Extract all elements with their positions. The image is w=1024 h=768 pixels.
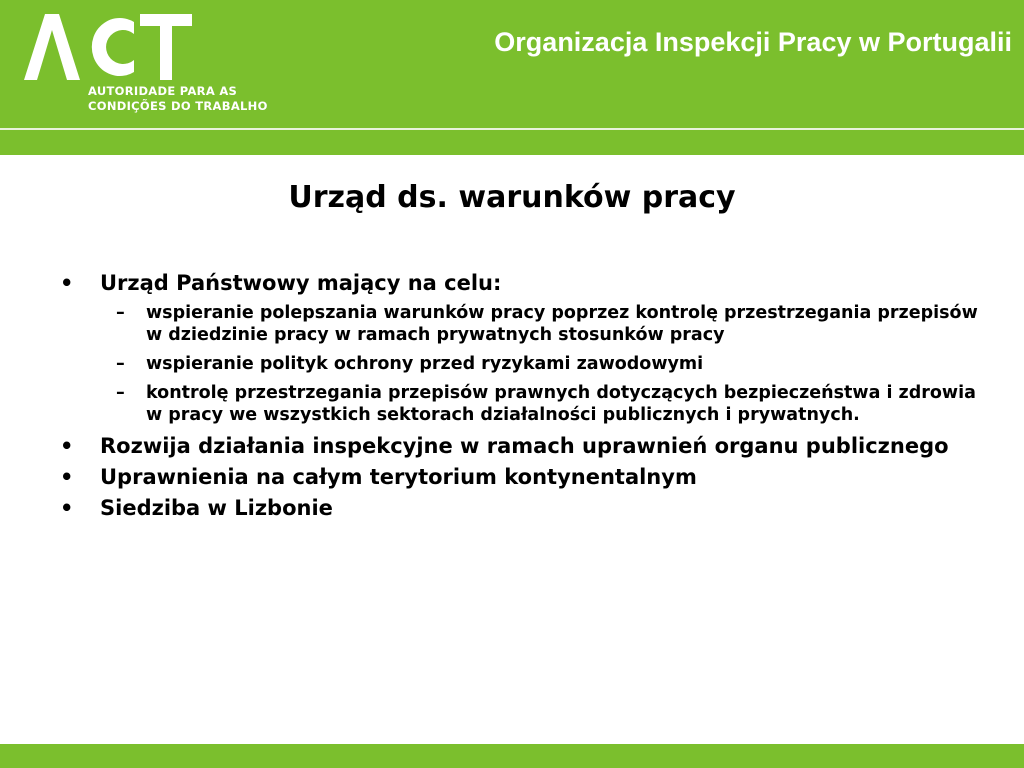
- sub-bullet-marker: –: [116, 383, 125, 403]
- act-logo-mark: [24, 14, 194, 80]
- header-title: Organizacja Inspekcji Pracy w Portugalii: [494, 27, 1012, 57]
- slide-title: Urząd ds. warunków pracy: [288, 180, 736, 215]
- bullet-marker: •: [60, 434, 74, 458]
- bullet-text: Rozwija działania inspekcyjne w ramach uprawnień organu publicznego: [100, 434, 949, 458]
- sub-list: [100, 302, 980, 426]
- sub-bullet-text: wspieranie polityk ochrony przed ryzykami zawodowymi: [146, 354, 704, 374]
- bullet-item: [60, 270, 980, 426]
- bullet-list: [60, 270, 980, 526]
- sub-bullet-item: [60, 302, 980, 346]
- sub-bullet-item: [60, 353, 980, 375]
- bullet-text: Siedziba w Lizbonie: [100, 496, 333, 520]
- bullet-marker: •: [60, 496, 74, 520]
- bullet-item: [60, 464, 980, 490]
- logo-subtitle-line2: CONDIÇÕES DO TRABALHO: [88, 99, 268, 113]
- logo-subtitle-line1: AUTORIDADE PARA AS: [88, 84, 238, 98]
- bullet-marker: •: [60, 271, 74, 295]
- bullet-text: Urząd Państwowy mający na celu:: [100, 271, 502, 295]
- sub-bullet-item: [60, 382, 980, 426]
- footer-bar: [0, 744, 1024, 768]
- bullet-text: Uprawnienia na całym terytorium kontynentalnym: [100, 465, 697, 489]
- sub-bullet-text: wspieranie polepszania warunków pracy poprzez kontrolę przestrzegania przepisów w dziedzinie pracy w ramach prywatnych stosunków pracy: [146, 303, 978, 345]
- sub-bullet-text: kontrolę przestrzegania przepisów prawnych dotyczących bezpieczeństwa i zdrowia w pracy we wszystkich sektorach działalności publicznych i prywatnych.: [146, 383, 976, 425]
- header-bar: [0, 0, 1024, 130]
- bullet-item: [60, 495, 980, 521]
- bullet-marker: •: [60, 465, 74, 489]
- bullet-item: [60, 433, 980, 459]
- sub-bullet-marker: –: [116, 303, 125, 323]
- sub-bullet-marker: –: [116, 354, 125, 374]
- act-logo: [24, 14, 274, 119]
- header-band: [0, 130, 1024, 155]
